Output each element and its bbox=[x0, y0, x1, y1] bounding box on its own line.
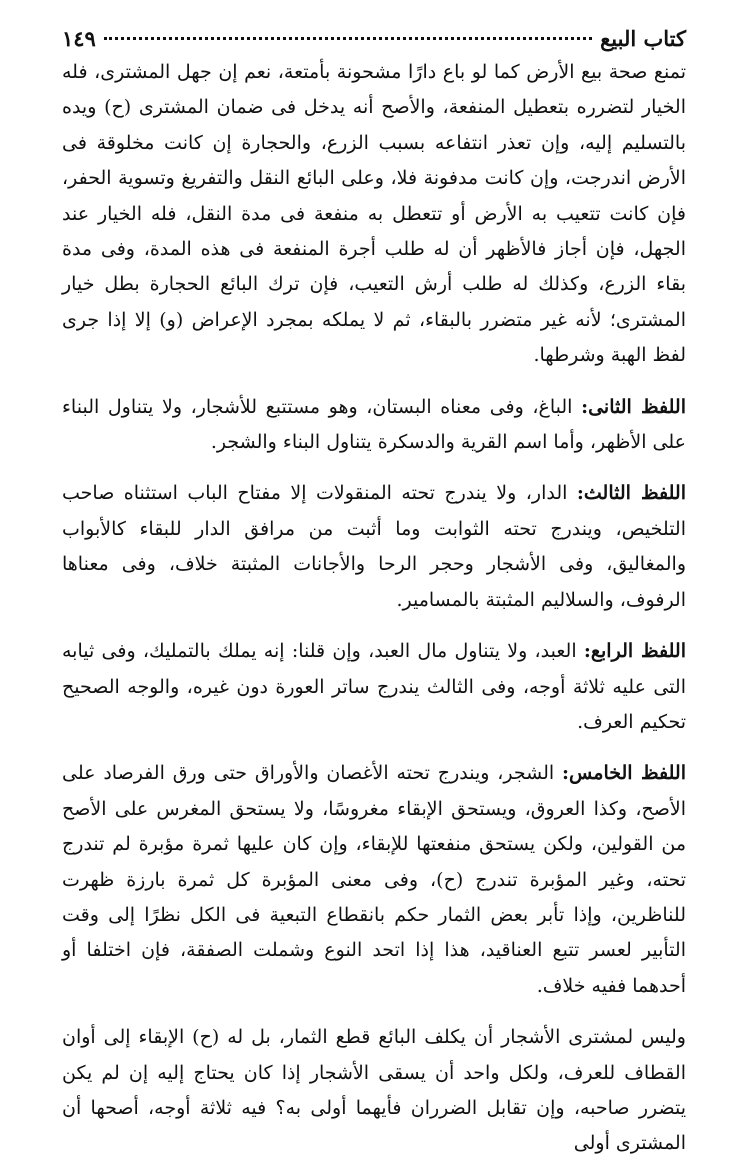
running-title: كتاب البيع bbox=[600, 26, 686, 51]
paragraph bbox=[62, 55, 686, 374]
paragraph-text: الباغ، وفى معناه البستان، وهو مستتبع للأشجار، ولا يتناول البناء على الأظهر، وأما اسم القرية والدسكرة يتناول البناء والشجر. bbox=[62, 395, 686, 454]
leader-dots bbox=[104, 37, 592, 40]
paragraph bbox=[62, 634, 686, 740]
page-body bbox=[62, 55, 686, 1162]
paragraph-term: اللفظ الثانى: bbox=[581, 395, 686, 418]
paragraph bbox=[62, 390, 686, 461]
page-number: ١٤٩ bbox=[62, 26, 96, 51]
paragraph bbox=[62, 1020, 686, 1162]
paragraph-text: الشجر، ويندرج تحته الأغصان والأوراق حتى ورق الفرصاد على الأصح، وكذا العروق، ويستحق الإبقاء مغروسًا، ولا يستحق المغرس على الأصح من القولين، ولكن يستحق منفعتها للإبقاء، وإن كان عليها ثمرة مؤبرة لم تندرج تحته، وغير المؤبرة تندرج (ح)، وفى معنى المؤبرة كل ثمرة بارزة ظهرت للناظرين، وإذا تأبر بعض الثمار حكم بانقطاع التبعية فى الكل نظرًا إلى وقت التأبير لعسر تتبع العناقيد، هذا إذا اتحد النوع وشملت الصفقة، فإن اختلفا أو أحدهما ففيه خلاف. bbox=[62, 762, 686, 997]
paragraph bbox=[62, 756, 686, 1004]
paragraph-text: تمنع صحة بيع الأرض كما لو باع دارًا مشحونة بأمتعة، نعم إن جهل المشترى، فله الخيار لتضرره بتعطيل المنفعة، والأصح أنه يدخل فى ضمان المشترى (ح) ويده بالتسليم إليه، وإن تعذر انتفاعه بسبب الزرع، والحجارة إن كانت مخلوقة فى الأرض اندرجت، وإن كانت مدفونة فلا، وعلى البائع النقل والتفريغ وتسوية الحفر، فإن كانت تتعيب به الأرض أو تتعطل به منفعة فى مدة النقل، فله الخيار عند الجهل، فإن أجاز فالأظهر أن له طلب أجرة المنفعة فى هذه المدة، وفى مدة بقاء الزرع، وكذلك له طلب أرش التعيب، فإن ترك البائع الحجارة بطل خيار المشترى؛ لأنه غير متضرر بالبقاء، ثم لا يملكه بمجرد الإعراض (و) إلا إذا جرى لفظ الهبة وشرطها. bbox=[62, 61, 686, 367]
paragraph bbox=[62, 476, 686, 618]
page-header bbox=[62, 26, 686, 51]
paragraph-text: العبد، ولا يتناول مال العبد، وإن قلنا: إنه يملك بالتمليك، وفى ثيابه التى عليه ثلاثة أوجه، وفى الثالث يندرج ساتر العورة دون غيره، والوجه الصحيح تحكيم العرف. bbox=[62, 640, 686, 733]
paragraph-term: اللفظ الثالث: bbox=[576, 482, 686, 505]
paragraph-term: اللفظ الخامس: bbox=[562, 762, 687, 785]
paragraph-term: اللفظ الرابع: bbox=[583, 640, 686, 663]
paragraph-text: الدار، ولا يندرج تحته المنقولات إلا مفتاح الباب استثناه صاحب التلخيص، ويندرج تحته الثوابت وما أثبت من مرافق الدار للبقاء كالأبواب والمغاليق، وفى الأشجار وحجر الرحا والأجانات المثبتة خلاف، وفى معناها الرفوف، والسلاليم المثبتة بالمسامير. bbox=[62, 482, 686, 611]
paragraph-text: وليس لمشترى الأشجار أن يكلف البائع قطع الثمار، بل له (ح) الإبقاء إلى أوان القطاف للعرف، ولكل واحد أن يسقى الأشجار إذا كان يحتاج إليه إن لم يكن يتضرر صاحبه، وإن تقابل الضرران فأيهما أولى به؟ فيه ثلاثة أوجه، أصحها أن المشترى أولى bbox=[62, 1026, 686, 1155]
